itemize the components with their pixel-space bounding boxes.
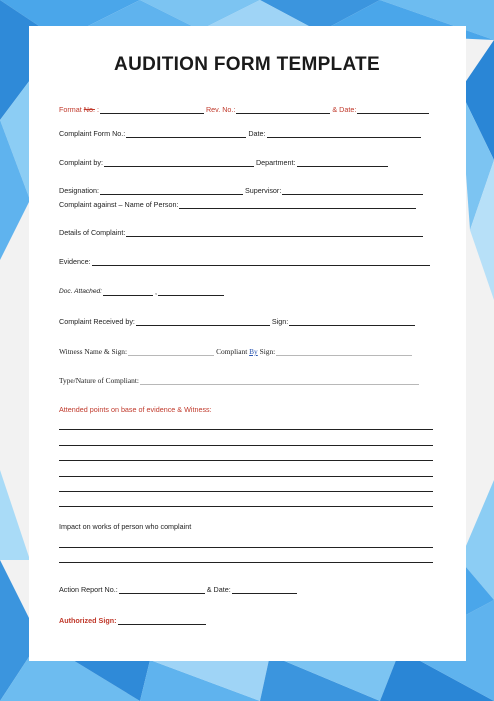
format-label: Format No. : <box>59 105 99 114</box>
details-label: Details of Complaint: <box>59 228 126 237</box>
attended-line-5[interactable] <box>59 491 433 492</box>
sign-field[interactable] <box>289 325 415 326</box>
action-report-field[interactable] <box>119 593 205 594</box>
attended-line-6[interactable] <box>59 506 433 507</box>
received-by-field[interactable] <box>136 325 270 326</box>
designation-field[interactable] <box>100 194 243 195</box>
compliant-by-label: Compliant By Sign: <box>216 347 276 356</box>
complaint-by-label: Complaint by: <box>59 158 103 167</box>
format-field[interactable] <box>100 113 204 114</box>
witness-row <box>59 348 414 356</box>
received-by-row <box>59 318 417 326</box>
date-label: Date: <box>248 129 266 138</box>
witness-label: Witness Name & Sign: <box>59 347 128 356</box>
rev-label: Rev. No.: <box>205 105 236 114</box>
supervisor-label: Supervisor: <box>244 186 282 195</box>
rev-field[interactable] <box>236 113 330 114</box>
complaint-form-no-field[interactable] <box>126 137 246 138</box>
action-report-label: Action Report No.: <box>59 585 118 594</box>
complaint-against-label: Complaint against – Name of Person: <box>59 200 179 209</box>
authorized-sign-field[interactable] <box>118 624 206 625</box>
authorized-sign-label: Authorized Sign: <box>59 616 117 625</box>
date-field[interactable] <box>267 137 421 138</box>
authorized-sign-row <box>59 617 208 625</box>
impact-row <box>59 523 191 531</box>
details-row <box>59 229 425 237</box>
supervisor-field[interactable] <box>282 194 423 195</box>
details-field[interactable] <box>126 236 423 237</box>
witness-field[interactable] <box>128 355 214 356</box>
received-by-label: Complaint Received by: <box>59 317 135 326</box>
evidence-row <box>59 258 432 266</box>
type-nature-label: Type/Nature of Compliant: <box>59 376 139 385</box>
doc-attached-row <box>59 288 226 296</box>
complaint-by-row <box>59 159 390 167</box>
department-field[interactable] <box>297 166 388 167</box>
complaint-form-no-label: Complaint Form No.: <box>59 129 126 138</box>
impact-label: Impact on works of person who complaint <box>59 522 192 531</box>
attended-points-label: Attended points on base of evidence & Witness: <box>59 405 212 414</box>
action-date-field[interactable] <box>232 593 297 594</box>
doc-attached-field-2[interactable] <box>158 295 224 296</box>
attended-line-2[interactable] <box>59 445 433 446</box>
attended-line-1[interactable] <box>59 429 433 430</box>
sign-label: Sign: <box>271 317 289 326</box>
doc-attached-field-1[interactable] <box>103 295 153 296</box>
complaint-against-row <box>59 201 418 209</box>
doc-attached-label: Doc. Attached: <box>59 287 103 295</box>
header-date-label: & Date: <box>332 105 357 114</box>
type-nature-field[interactable] <box>140 384 419 385</box>
action-date-label: & Date: <box>206 585 231 594</box>
complaint-form-row <box>59 130 423 138</box>
designation-row <box>59 187 425 195</box>
attended-line-4[interactable] <box>59 476 433 477</box>
evidence-field[interactable] <box>92 265 430 266</box>
form-page <box>29 26 466 661</box>
header-date-field[interactable] <box>357 113 429 114</box>
attended-points-row <box>59 406 212 414</box>
designation-label: Designation: <box>59 186 99 195</box>
type-nature-row <box>59 377 421 385</box>
action-report-row <box>59 586 299 594</box>
impact-line-1[interactable] <box>59 547 433 548</box>
evidence-label: Evidence: <box>59 257 91 266</box>
attended-line-3[interactable] <box>59 460 433 461</box>
header-row <box>59 106 431 114</box>
form-title: AUDITION FORM TEMPLATE <box>114 54 380 75</box>
complaint-against-field[interactable] <box>179 208 416 209</box>
doc-separator: , <box>155 287 158 296</box>
compliant-sign-field[interactable] <box>276 355 412 356</box>
department-label: Department: <box>255 158 296 167</box>
impact-line-2[interactable] <box>59 562 433 563</box>
complaint-by-field[interactable] <box>104 166 254 167</box>
